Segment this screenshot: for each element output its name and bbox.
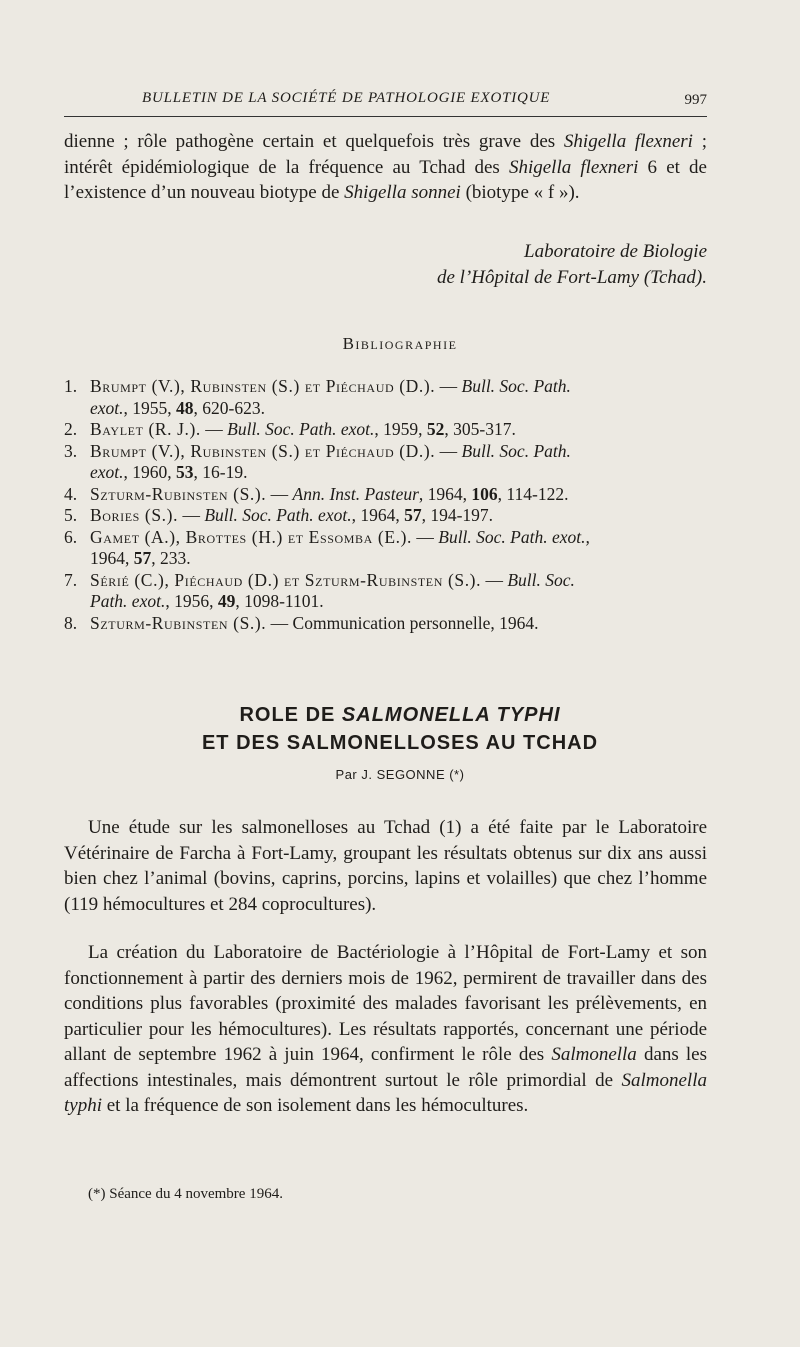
reference-year: , 1964,	[351, 505, 405, 525]
reference-authors: Baylet (R. J.).	[90, 419, 201, 439]
reference-year: , 1964,	[418, 483, 472, 504]
reference-journal: Bull. Soc. Path. exot.,	[438, 526, 590, 547]
reference-volume: 48	[176, 397, 194, 418]
reference-separator: —	[435, 376, 462, 396]
reference-number: 2.	[64, 419, 78, 439]
intro-text: (biotype « f »).	[460, 182, 580, 203]
intro-text: dienne ; rôle pathogène certain et quelquefois très grave des	[64, 131, 564, 152]
reference-journal: Bull. Soc.	[507, 569, 575, 590]
reference-item	[64, 613, 707, 635]
reference-volume: 57	[404, 505, 422, 525]
paragraph-text: dans les affections intestinales, mais démontrent surtout le rôle primordial de	[64, 1044, 708, 1091]
reference-authors: Szturm-Rubinsten (S.).	[90, 612, 267, 633]
lab-affiliation-line2: de l’Hôpital de Fort-Lamy (Tchad).	[436, 267, 707, 288]
intro-text: 6 et de l’existence d’un nouveau biotype de	[64, 156, 707, 203]
reference-journal: exot.	[90, 397, 124, 418]
reference-number: 8.	[64, 612, 78, 633]
article-title-line2: ET DES SALMONELLOSES AU TCHAD	[201, 732, 599, 754]
reference-journal: Bull. Soc. Path. exot.	[204, 505, 352, 525]
species-name: Salmonella typhi	[64, 1069, 707, 1116]
reference-authors: Brumpt (V.), Rubinsten (S.) et Piéchaud (D.).	[90, 376, 436, 396]
reference-journal: Path. exot.	[90, 591, 166, 611]
article-title-text: ROLE DE	[239, 704, 342, 726]
reference-separator: —	[435, 440, 462, 461]
intro-paragraph	[64, 129, 707, 206]
reference-volume: 52	[426, 419, 445, 439]
reference-year: , 1956,	[165, 591, 218, 611]
reference-pages: , 194-197.	[421, 505, 494, 525]
reference-journal: Bull. Soc. Path.	[461, 376, 571, 396]
reference-item	[64, 484, 707, 506]
journal-title: BULLETIN DE LA SOCIÉTÉ DE PATHOLOGIE EXOTIQUE	[142, 90, 551, 106]
reference-authors: Szturm-Rubinsten (S.).	[90, 483, 267, 504]
reference-number: 7.	[64, 569, 78, 590]
author-byline: Par J. SEGONNE (*)	[335, 767, 465, 782]
reference-year: , 1959,	[374, 419, 427, 439]
reference-year: 1964,	[90, 548, 134, 568]
reference-item	[64, 527, 707, 570]
reference-authors: Brumpt (V.), Rubinsten (S.) et Piéchaud (D.).	[90, 440, 436, 461]
reference-journal: exot.	[90, 462, 124, 482]
article-paragraph-2	[64, 940, 707, 1119]
footnote: (*) Séance du 4 novembre 1964.	[88, 1186, 283, 1202]
reference-separator: —	[178, 505, 205, 525]
species-name: Shigella sonnei	[344, 182, 461, 203]
reference-year: , 1955,	[123, 397, 177, 418]
reference-separator: —	[481, 569, 508, 590]
page-number: 997	[684, 92, 707, 108]
article-title-line1	[0, 704, 800, 727]
article-paragraph-1: Une étude sur les salmonelloses au Tchad (1) a été faite par le Laboratoire Vétérinaire de Farcha à Fort-Lamy, groupant les résultats obtenus sur dix ans aussi bien chez l’animal (bovins, caprins, porcins, lapins et volailles) que chez l’homme (119 hémocultures et 284 coprocultures).	[64, 817, 707, 915]
species-name: Shigella flexneri	[508, 156, 639, 178]
reference-item	[64, 570, 707, 613]
paragraph-text: et la fréquence de son isolement dans les hémocultures.	[102, 1095, 529, 1116]
reference-separator: —	[200, 419, 228, 439]
reference-item	[64, 505, 707, 527]
reference-authors: Bories (S.).	[90, 505, 179, 525]
reference-authors: Sérié (C.), Piéchaud (D.) et Szturm-Rubinsten (S.).	[90, 569, 482, 590]
reference-item	[64, 376, 707, 419]
reference-pages: , 16-19.	[193, 462, 248, 482]
reference-pages: , 114-122.	[497, 483, 569, 504]
reference-number: 6.	[64, 526, 78, 547]
species-name: Salmonella	[551, 1044, 637, 1065]
reference-item	[64, 419, 707, 441]
reference-separator: —	[266, 483, 293, 504]
reference-pages: , 620-623.	[193, 397, 265, 418]
reference-pages: , 233.	[151, 548, 191, 568]
reference-pages: , 1098-1101.	[235, 591, 324, 611]
reference-journal: Ann. Inst. Pasteur	[292, 483, 419, 504]
reference-authors: Gamet (A.), Brottes (H.) et Essomba (E.).	[90, 526, 412, 547]
intro-text: ; intérêt épidémiologique de la fréquence au Tchad des	[64, 131, 707, 178]
running-header	[64, 88, 707, 122]
reference-volume: 57	[133, 548, 152, 568]
reference-volume: 53	[176, 462, 194, 482]
reference-volume: 106	[471, 483, 498, 504]
reference-note: Communication personnelle, 1964.	[292, 612, 539, 633]
reference-pages: , 305-317.	[444, 419, 516, 439]
reference-journal: Bull. Soc. Path. exot.	[227, 419, 375, 439]
reference-number: 3.	[64, 440, 78, 461]
reference-number: 5.	[64, 505, 78, 525]
reference-year: , 1960,	[123, 462, 177, 482]
article-title-species: SALMONELLA TYPHI	[341, 704, 561, 726]
reference-journal: Bull. Soc. Path.	[461, 440, 571, 461]
header-rule	[64, 116, 707, 117]
bibliography-list	[64, 376, 707, 634]
bibliography-heading: Bibliographie	[342, 334, 458, 353]
reference-item	[64, 441, 707, 484]
species-name: Shigella flexneri	[563, 131, 693, 152]
paragraph-text: La création du Laboratoire de Bactériologie à l’Hôpital de Fort-Lamy et son fonctionnement à partir des derniers mois de 1962, permirent de travailler dans des conditions plus favorables (proximité des malades favorisant les prélèvements, en particulier pour les hémocultures). Les résultats rapportés, concernant une période allant de septembre 1962 à juin 1964, confirment le rôle des	[64, 942, 707, 1065]
reference-volume: 49	[217, 591, 236, 611]
reference-separator: —	[412, 526, 439, 547]
reference-separator: —	[266, 612, 293, 633]
reference-number: 4.	[64, 483, 78, 504]
lab-affiliation-line1: Laboratoire de Biologie	[524, 241, 707, 262]
reference-number: 1.	[64, 376, 78, 396]
